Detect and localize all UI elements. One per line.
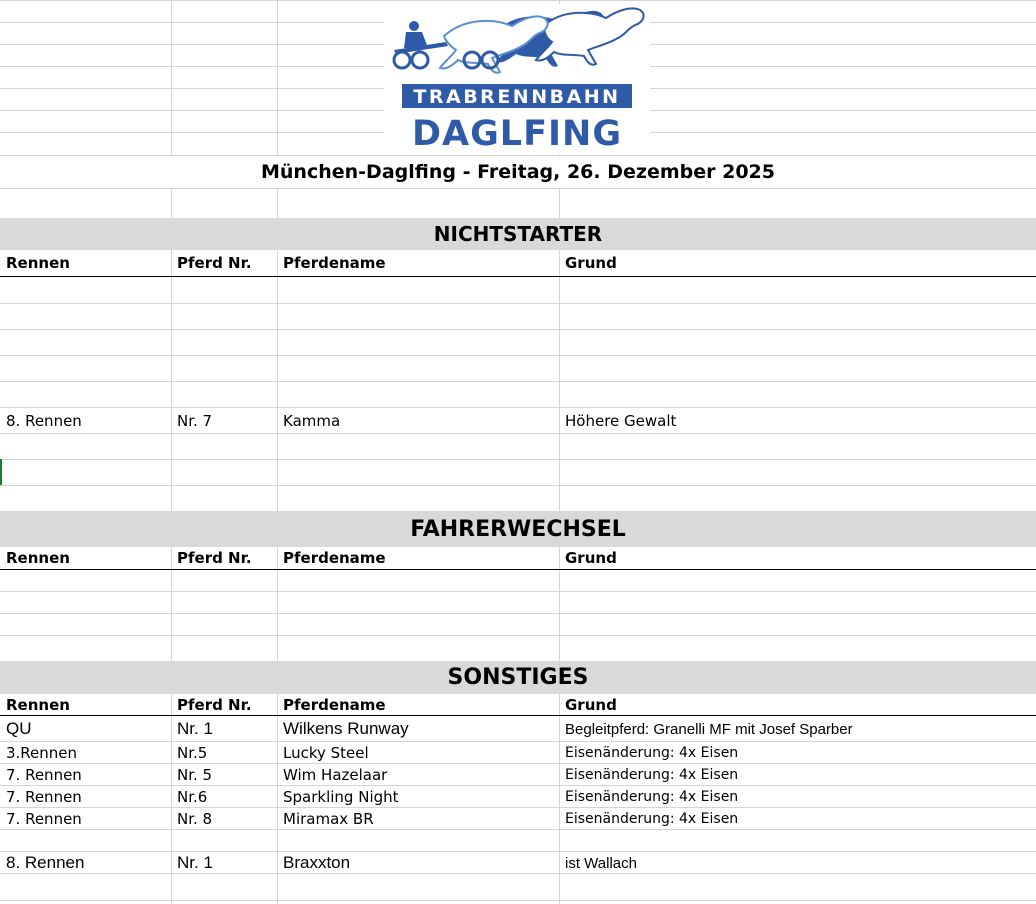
cell-pferdename[interactable]: Kamma: [283, 412, 341, 430]
cell-rennen[interactable]: 3.Rennen: [6, 744, 78, 762]
table-row[interactable]: [0, 716, 1036, 742]
header-pferd-nr: Pferd Nr.: [177, 549, 252, 567]
header-pferdename: Pferdename: [283, 695, 386, 714]
table-row[interactable]: [0, 764, 1036, 786]
cell-grund[interactable]: Eisenänderung: 4x Eisen: [565, 745, 739, 761]
cell-grund[interactable]: Eisenänderung: 4x Eisen: [565, 811, 739, 827]
section-band-nichtstarter: [0, 218, 1036, 250]
cell-rennen[interactable]: 7. Rennen: [6, 810, 82, 828]
cell-grund[interactable]: Eisenänderung: 4x Eisen: [565, 767, 739, 783]
cell-selection-marker: [0, 459, 2, 485]
section-title-sonstiges: SONSTIGES: [447, 665, 589, 690]
header-pferdename: Pferdename: [283, 254, 386, 272]
column-header-row-sonstiges: [0, 694, 1036, 715]
cell-pferdename[interactable]: Wilkens Runway: [283, 719, 409, 738]
trabrennbahn-daglfing-logo: [384, 4, 650, 154]
header-underline: [0, 569, 1036, 570]
cell-grund[interactable]: Höhere Gewalt: [565, 412, 677, 430]
header-grund: Grund: [565, 695, 617, 714]
cell-grund[interactable]: Eisenänderung: 4x Eisen: [565, 789, 739, 805]
cell-rennen[interactable]: 8. Rennen: [6, 412, 82, 430]
section-title-nichtstarter: NICHTSTARTER: [433, 222, 603, 246]
cell-pferd-nr[interactable]: Nr. 5: [177, 766, 213, 784]
section-title-fahrerwechsel: FAHRERWECHSEL: [410, 516, 626, 542]
logo-name-top: TRABRENNBAHN: [413, 86, 621, 108]
table-row[interactable]: [0, 786, 1036, 808]
cell-pferd-nr[interactable]: Nr.6: [177, 788, 208, 806]
cell-pferdename[interactable]: Miramax BR: [283, 810, 374, 828]
column-header-row-nichtstarter: [0, 250, 1036, 276]
header-pferd-nr: Pferd Nr.: [177, 254, 252, 272]
table-row[interactable]: [0, 808, 1036, 830]
header-pferdename: Pferdename: [283, 549, 386, 567]
trotting-horses-sulky-icon: [384, 4, 650, 154]
cell-rennen[interactable]: 7. Rennen: [6, 788, 82, 806]
logo-name-bottom: DAGLFING: [411, 114, 623, 154]
cell-pferdename[interactable]: Lucky Steel: [283, 744, 369, 762]
section-band-sonstiges: [0, 661, 1036, 694]
cell-pferd-nr[interactable]: Nr. 1: [177, 719, 213, 738]
table-row[interactable]: [0, 742, 1036, 764]
cell-rennen[interactable]: QU: [6, 719, 32, 738]
page-title: München-Daglfing - Freitag, 26. Dezember 2025: [0, 156, 1036, 188]
cell-pferd-nr[interactable]: Nr. 7: [177, 412, 213, 430]
header-pferd-nr: Pferd Nr.: [177, 695, 252, 714]
table-row[interactable]: [0, 408, 1036, 434]
cell-pferd-nr[interactable]: Nr. 1: [177, 853, 213, 872]
cell-pferdename[interactable]: Wim Hazelaar: [283, 766, 388, 784]
cell-rennen[interactable]: 7. Rennen: [6, 766, 82, 784]
cell-pferd-nr[interactable]: Nr.5: [177, 744, 208, 762]
header-rennen: Rennen: [6, 549, 70, 567]
column-header-row-fahrerwechsel: [0, 547, 1036, 569]
header-grund: Grund: [565, 549, 617, 567]
header-underline: [0, 276, 1036, 277]
cell-pferdename[interactable]: Braxxton: [283, 853, 351, 872]
table-row[interactable]: [0, 852, 1036, 874]
cell-grund[interactable]: ist Wallach: [565, 854, 637, 872]
cell-pferd-nr[interactable]: Nr. 8: [177, 810, 213, 828]
cell-rennen[interactable]: 8. Rennen: [6, 853, 85, 872]
header-rennen: Rennen: [6, 254, 70, 272]
section-band-fahrerwechsel: [0, 511, 1036, 547]
cell-grund[interactable]: Begleitpferd: Granelli MF mit Josef Sparber: [565, 720, 853, 738]
cell-pferdename[interactable]: Sparkling Night: [283, 788, 399, 806]
header-grund: Grund: [565, 254, 617, 272]
header-rennen: Rennen: [6, 695, 70, 714]
